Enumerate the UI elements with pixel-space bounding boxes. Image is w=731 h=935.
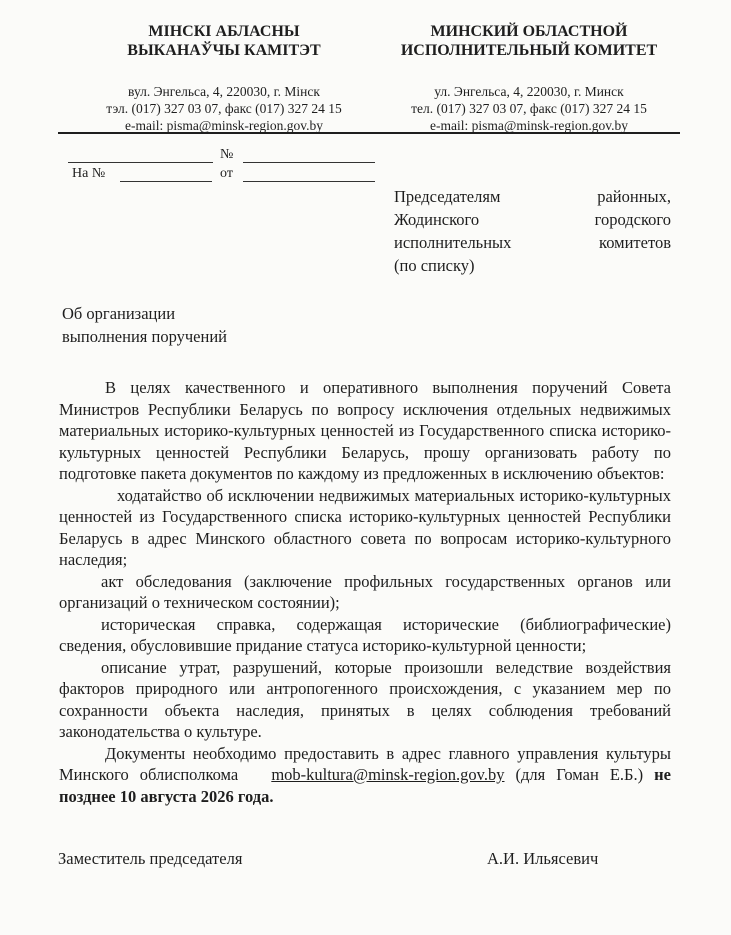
recipient-word: комитетов: [599, 233, 671, 252]
contact-email-link[interactable]: mob-kultura@minsk-region.gov.by: [271, 765, 505, 784]
ref-number-label: На №: [72, 166, 106, 181]
header-divider: [58, 132, 680, 134]
body-list-item: историческая справка, содержащая исторические (библиографические) сведения, обусловившие придание статуса историко-культурной ценности;: [59, 614, 671, 655]
address-ru: ул. Энгельса, 4, 220030, г. Минск: [434, 84, 624, 99]
number-line: [243, 162, 375, 163]
subject-line: Об организации: [62, 304, 176, 323]
body-list-item: ходатайство об исключении недвижимых материальных историко-культурных ценностей из Государственного списка историко-культурных ценностей Республики Беларусь в адрес Минского областного совета по вопросам историко-культурного наследия;: [59, 485, 671, 569]
phone-ru: тел. (017) 327 03 07, факс (017) 327 24 15: [411, 101, 647, 116]
ref-number-line: [120, 181, 212, 182]
address-ru-block: [388, 83, 670, 134]
phone-be: тэл. (017) 327 03 07, факс (017) 327 24 15: [106, 101, 342, 116]
address-be-block: [58, 83, 390, 134]
date-line: [68, 162, 213, 163]
contact-person: (для Гоман Е.Б.): [515, 765, 644, 784]
deadline-text: не позднее 10 августа 2026 года.: [59, 765, 671, 806]
signatory-position: Заместитель председателя: [58, 849, 243, 868]
org-name-be-line2: ВЫКАНАЎЧЫ КАМІТЭТ: [127, 42, 321, 59]
address-be: вул. Энгельса, 4, 220030, г. Мінск: [128, 84, 320, 99]
recipient-word: городского: [594, 210, 671, 229]
subject-line: выполнения поручений: [62, 327, 227, 346]
recipient-block: [394, 185, 671, 277]
email-ru: e-mail: pisma@minsk-region.gov.by: [430, 118, 628, 133]
body-list-item: акт обследования (заключение профильных государственных органов или организаций о техническом состоянии);: [59, 571, 671, 612]
number-label: №: [220, 147, 234, 162]
email-be: e-mail: pisma@minsk-region.gov.by: [125, 118, 323, 133]
recipient-note: (по списку): [394, 256, 475, 275]
body-paragraph-submission: [59, 743, 671, 808]
org-name-ru-line2: ИСПОЛНИТЕЛЬНЫЙ КОМИТЕТ: [400, 42, 658, 59]
subject-block: [62, 302, 227, 348]
body-paragraph-intro: В целях качественного и оперативного выполнения поручений Совета Министров Республики Беларусь по вопросу исключения отдельных недвижимых материальных историко-культурных ценностей из Государственного списка историко-культурных ценностей Республики Беларусь, прошу организовать работу по подготовке пакета документов по каждому из предложенных в исключению объектов:: [59, 378, 671, 483]
letter-body: [59, 377, 671, 807]
header-left-block: [58, 22, 390, 134]
ref-date-label: от: [220, 166, 233, 181]
ref-date-line: [243, 181, 375, 182]
body-list-item: описание утрат, разрушений, которые произошли веледствие воздействия факторов природного или антропогенного происхождения, с указанием мер по сохранности объекта наследия, принятых в целях соблюдения требований законодательства о культуре.: [59, 657, 671, 741]
submission-text: Документы необходимо предоставить в адрес главного управления культуры Минского облисполкома: [59, 743, 671, 784]
recipient-word: районных,: [597, 187, 671, 206]
org-name-ru-line1: МИНСКИЙ ОБЛАСТНОЙ: [430, 23, 628, 40]
org-name-be-line1: МІНСКІ АБЛАСНЫ: [148, 23, 300, 40]
recipient-word: Жодинского: [394, 210, 480, 229]
recipient-word: Председателям: [394, 187, 501, 206]
recipient-word: исполнительных: [394, 233, 512, 252]
signatory-name: А.И. Ильясевич: [487, 849, 599, 868]
header-right-block: [388, 22, 670, 134]
